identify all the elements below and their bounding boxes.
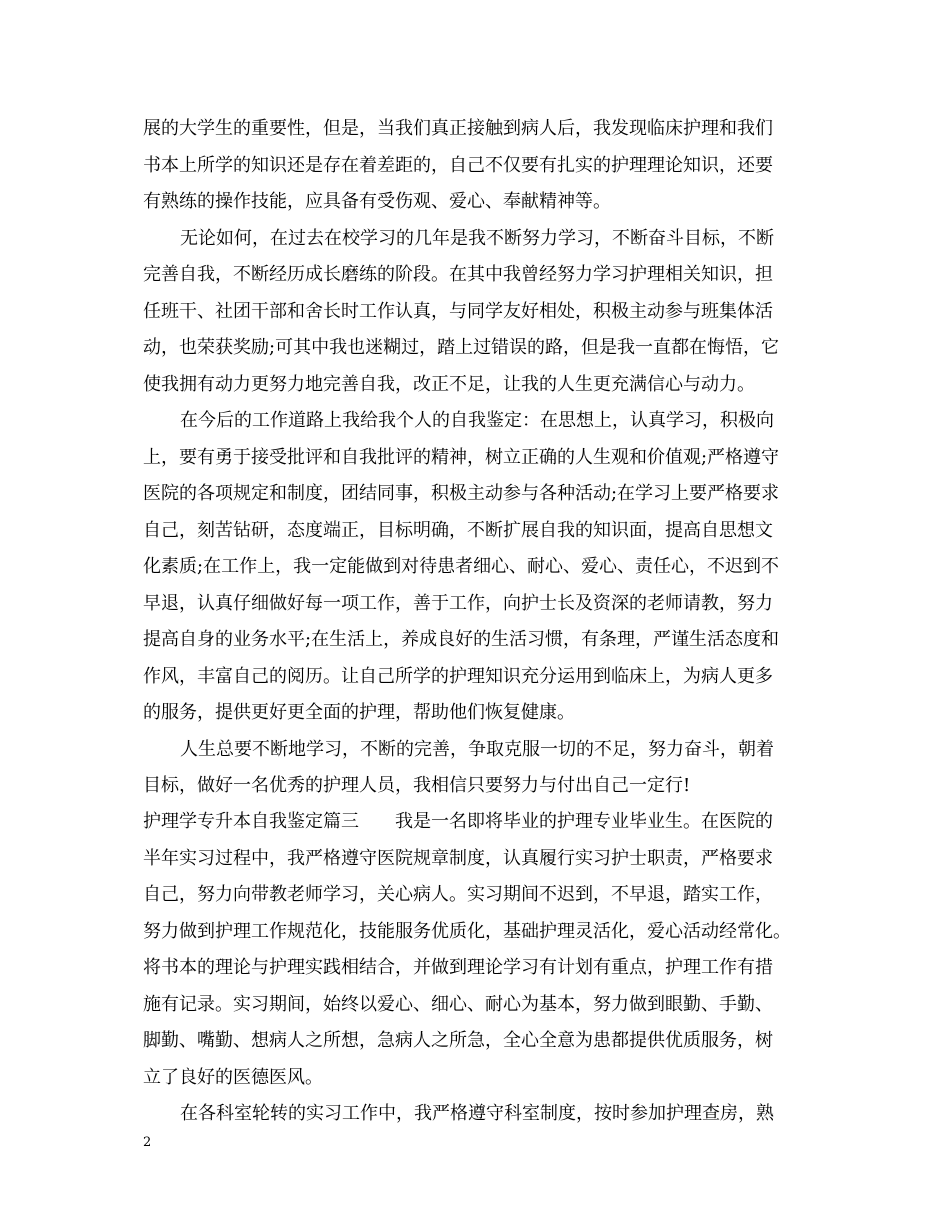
section-heading-line (143, 810, 823, 834)
body-text-line: 提高自身的业务水平;在生活上，养成良好的生活习惯，有条理，严谨生活态度和 (143, 629, 780, 650)
body-text-line: 完善自我，不断经历成长磨练的阶段。在其中我曾经努力学习护理相关知识，担 (143, 264, 773, 285)
body-text-line: 自己，刻苦钻研，态度端正，目标明确，不断扩展自我的知识面，提高自思想文 (143, 520, 773, 541)
body-text-line: 上，要有勇于接受批评和自我批评的精神，树立正确的人生观和价值观;严格遵守 (143, 447, 780, 468)
body-text-line: 的服务，提供更好更全面的护理，帮助他们恢复健康。 (143, 702, 575, 723)
body-text-line: 自己，努力向带教老师学习，关心病人。实习期间不迟到，不早退，踏实工作， (143, 884, 773, 905)
body-text-line: 将书本的理论与护理实践相结合，并做到理论学习有计划有重点，护理工作有措 (143, 957, 773, 978)
body-text-line: 脚勤、嘴勤、想病人之所想，急病人之所急，全心全意为患都提供优质服务，树 (143, 1030, 773, 1051)
body-text-line: 立了良好的医德医风。 (143, 1067, 323, 1088)
body-text-line: 人生总要不断地学习，不断的完善，争取克服一切的不足，努力奋斗，朝着 (180, 739, 774, 760)
body-text-line: 书本上所学的知识还是存在着差距的，自己不仅要有扎实的护理理论知识，还要 (143, 155, 773, 176)
body-text-line: 施有记录。实习期间，始终以爱心、细心、耐心为基本，努力做到眼勤、手勤、 (143, 994, 773, 1015)
body-text-line: 任班干、社团干部和舍长时工作认真，与同学友好相处，积极主动参与班集体活 (143, 301, 773, 322)
body-text-line: 动，也荣获奖励;可其中我也迷糊过，踏上过错误的路，但是我一直都在悔悟，它 (143, 337, 780, 358)
body-text-line: 努力做到护理工作规范化，技能服务优质化，基础护理灵活化，爱心活动经常化。 (143, 921, 791, 942)
section-heading: 护理学专升本自我鉴定篇三 (143, 811, 359, 832)
body-text-line: 展的大学生的重要性，但是，当我们真正接触到病人后，我发现临床护理和我们 (143, 118, 773, 139)
body-text-line: 半年实习过程中，我严格遵守医院规章制度，认真履行实习护士职责，严格要求 (143, 848, 773, 869)
body-text-line: 早退，认真仔细做好每一项工作，善于工作，向护士长及资深的老师请教，努力 (143, 593, 773, 614)
body-text-line: 目标，做好一名优秀的护理人员，我相信只要努力与付出自己一定行! (143, 775, 691, 796)
body-text-line: 医院的各项规定和制度，团结同事，积极主动参与各种活动;在学习上要严格要求 (143, 483, 780, 504)
body-text-line: 化素质;在工作上，我一定能做到对待患者细心、耐心、爱心、责任心，不迟到不 (143, 556, 780, 577)
body-text-line: 作风，丰富自己的阅历。让自己所学的护理知识充分运用到临床上，为病人更多 (143, 666, 773, 687)
section-first-text: 我是一名即将毕业的护理专业毕业生。在医院的 (395, 811, 773, 832)
body-text-line: 无论如何，在过去在校学习的几年是我不断努力学习，不断奋斗目标，不断 (180, 228, 774, 249)
page-number: 2 (143, 1135, 152, 1150)
body-text-line: 在今后的工作道路上我给我个人的自我鉴定：在思想上，认真学习，积极向 (180, 410, 774, 431)
body-text-line: 使我拥有动力更努力地完善自我，改正不足，让我的人生更充满信心与动力。 (143, 374, 755, 395)
body-text-line: 在各科室轮转的实习工作中，我严格遵守科室制度，按时参加护理查房，熟 (180, 1103, 774, 1124)
body-text-line: 有熟练的操作技能，应具备有受伤观、爱心、奉献精神等。 (143, 191, 611, 212)
